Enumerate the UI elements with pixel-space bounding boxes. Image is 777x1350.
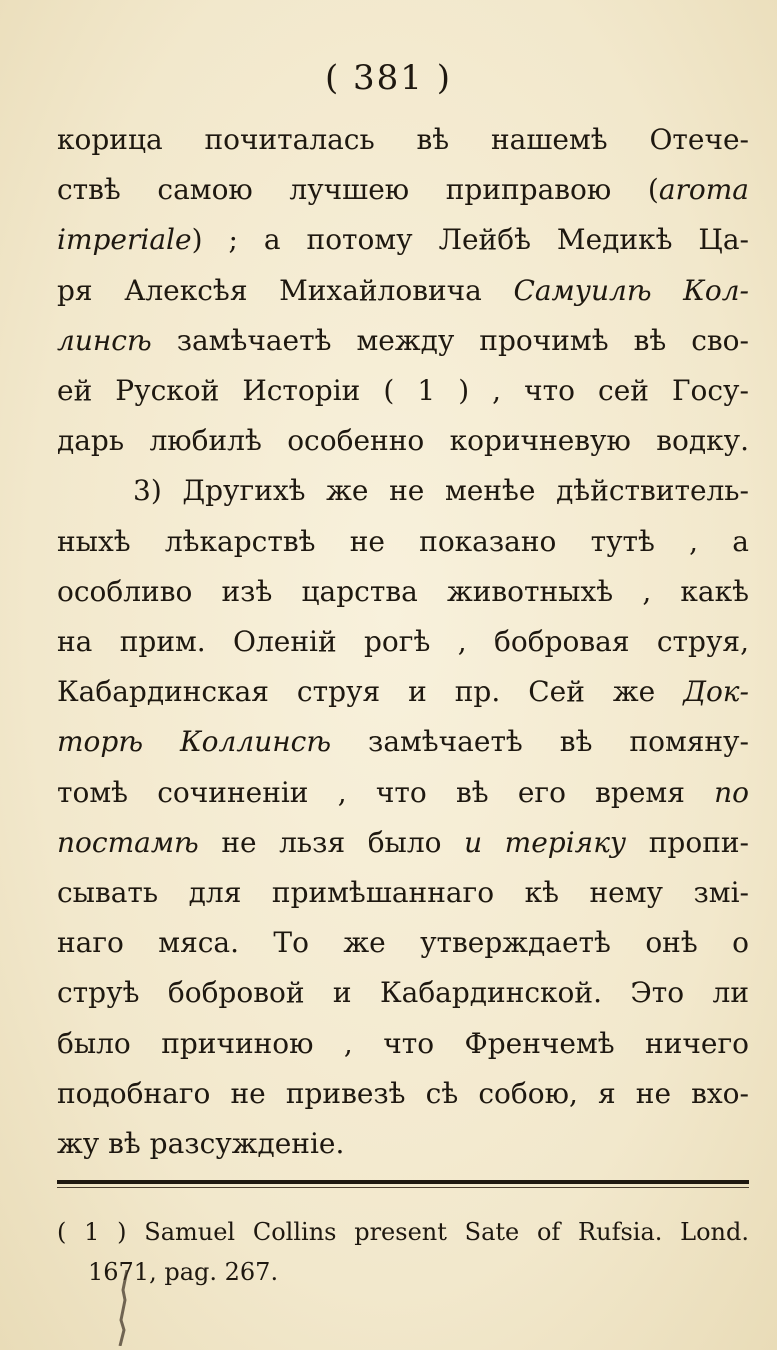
text-segment: жу вѣ разсужденіе. (57, 1127, 345, 1160)
text-segment: ныхѣ лѣкарствѣ не показано тутѣ , а (57, 524, 749, 558)
text-line (133, 466, 749, 516)
text-line (57, 667, 749, 717)
text-line (57, 366, 749, 416)
text-line (57, 215, 749, 265)
text-line (57, 416, 749, 466)
text-segment: замѣчаетѣ вѣ помяну- (331, 725, 749, 759)
text-line (57, 1069, 749, 1119)
page-number: ( 381 ) (324, 58, 453, 98)
text-segment: особливо изѣ царства животныхѣ , какѣ (57, 574, 749, 608)
text-segment: по (714, 775, 749, 809)
text-segment: подобнаго не привезѣ сѣ собою, я не вхо- (57, 1076, 749, 1110)
text-line (57, 517, 749, 567)
text-line (57, 567, 749, 617)
ink-mark (118, 1270, 132, 1346)
text-segment: ей Руской Исторіи ( 1 ) , что сей Госу- (57, 374, 749, 407)
text-segment: не льзя было (198, 825, 465, 859)
text-segment: струѣ бобровой и Кабардинской. Это ли (57, 976, 749, 1010)
text-segment: и теріяку (464, 825, 627, 859)
text-line (57, 266, 749, 316)
text-line (57, 818, 749, 868)
text-line (57, 1019, 749, 1069)
text-segment: сывать для примѣшаннаго кѣ нему змі- (57, 876, 749, 909)
footnote-rule-thick (57, 1180, 749, 1184)
text-segment: Док- (683, 675, 749, 709)
text-line (57, 968, 749, 1018)
text-segment: ) ; а потому Лейбѣ Медикѣ Ца- (191, 223, 749, 257)
text-segment: Кабардинская струя и пр. Сей же (57, 675, 684, 709)
text-line (57, 617, 749, 667)
text-segment: томѣ сочиненіи , что вѣ его время (57, 775, 715, 809)
text-segment: ствѣ самою лучшею приправою ( (57, 173, 659, 207)
text-segment: торѣ Коллинсѣ (57, 725, 332, 759)
text-segment: пропи- (626, 825, 749, 859)
text-segment: было причиною , что Френчемѣ ничего (57, 1026, 749, 1060)
text-segment: imperiale (57, 223, 192, 257)
footnote-rule-thin (57, 1187, 749, 1188)
text-segment: замѣчаетѣ между прочимѣ вѣ сво- (151, 323, 749, 357)
text-line (57, 768, 749, 818)
text-line (57, 1119, 749, 1169)
text-segment: на прим. Оленій рогѣ , бобровая струя, (57, 625, 749, 658)
text-segment: наго мяса. То же утверждаетѣ онѣ о (57, 926, 749, 960)
text-segment: корица почиталась вѣ нашемѣ Отече- (57, 123, 749, 156)
text-line (57, 717, 749, 767)
text-line (57, 165, 749, 215)
text-line (57, 115, 749, 165)
text-segment: 3) Другихѣ же не менѣе дѣйствитель- (133, 474, 749, 508)
text-segment: линсѣ (57, 323, 152, 357)
text-line (57, 316, 749, 366)
text-segment: ря Алексѣя Михайловича (57, 273, 514, 307)
footnote-line-2: 1671, pag. 267. (88, 1258, 279, 1286)
text-line (57, 868, 749, 918)
footnote-line-1: ( 1 ) Samuel Collins present Sate of Rufsia. Lond. (57, 1218, 749, 1246)
text-segment: Самуилѣ Кол- (513, 273, 749, 307)
text-segment: дарь любилѣ особенно коричневую водку. (57, 424, 749, 458)
text-segment: постамѣ (57, 825, 199, 859)
text-line (57, 918, 749, 968)
text-segment: aroma (658, 173, 749, 207)
